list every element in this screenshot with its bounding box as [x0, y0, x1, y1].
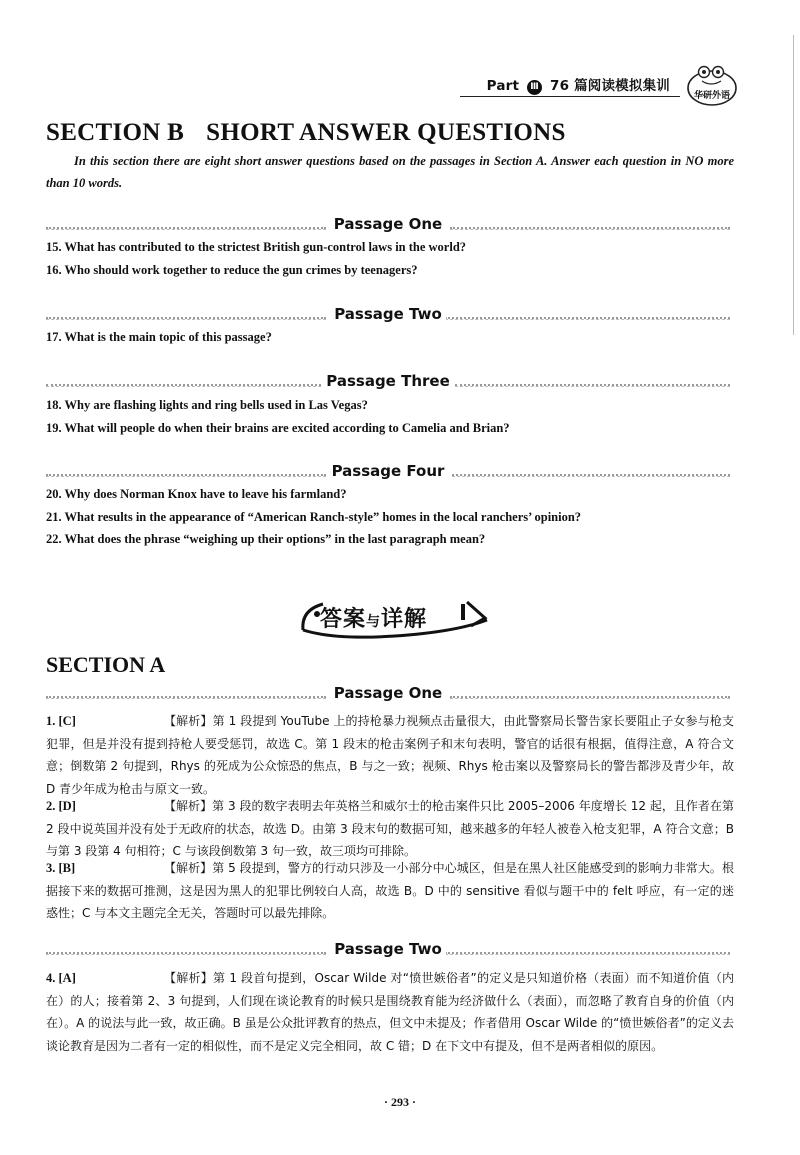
running-header [460, 68, 740, 108]
section-b-instructions: In this section there are eight short answer questions based on the passages in Section A. Answer each question in NO more than 10 words. [46, 154, 734, 190]
answers-banner-rest: 详解 [381, 607, 428, 632]
frog-logo-icon [684, 62, 740, 108]
passage-title: Passage Four [328, 462, 449, 480]
question-item: 20. Why does Norman Knox have to leave his farmland? [46, 487, 347, 501]
answer-item [46, 710, 734, 800]
question-item: 19. What will people do when their brains are excited according to Camelia and Brian? [46, 421, 510, 435]
passage-divider [46, 305, 730, 329]
answers-banner-small: 与 [366, 614, 382, 630]
answer-item [46, 857, 734, 925]
page-number: · 293 · [383, 1095, 416, 1109]
section-a-title: SECTION A [46, 652, 166, 677]
passage-divider [46, 372, 730, 396]
answer-label: 3. [B] [46, 861, 76, 875]
answer-explanation: 【解析】第 3 段的数字表明去年英格兰和威尔士的枪击案件只比 2005–2006 年度增长 12 起，且作者在第 2 段中说英国并没有处于无政府的状态，故选 D。由第 3 段末句的数据可知，越来越多的年轻人被卷入枪支犯罪，A 符合文意；B 与第 3 段第 4 句相符；C 与该段倒数第 3 句一致，故三项均可排除。 [46, 799, 734, 858]
part-number-badge: Ⅲ [527, 80, 542, 95]
running-header-text [487, 74, 670, 95]
answer-label: 2. [D] [46, 799, 76, 813]
answer-item [46, 967, 734, 1057]
answers-banner [295, 590, 495, 642]
answers-banner-main: 答案 [320, 607, 367, 632]
section-b-title-main: SECTION B [46, 119, 185, 146]
question-item: 22. What does the phrase “weighing up their options” in the last paragraph mean? [46, 532, 486, 546]
question-item: 15. What has contributed to the strictest British gun-control laws in the world? [46, 240, 467, 254]
publisher-logo [684, 62, 740, 108]
question-item: 16. Who should work together to reduce the gun crimes by teenagers? [46, 263, 418, 277]
svg-text:华研外语: 华研外语 [693, 91, 731, 101]
passage-divider [46, 215, 730, 239]
question-item: 17. What is the main topic of this passage? [46, 330, 272, 344]
series-title: 76 篇阅读模拟集训 [550, 78, 670, 94]
scan-edge-line [793, 35, 794, 335]
answer-label: 4. [A] [46, 971, 76, 985]
header-rule [460, 96, 680, 97]
answers-banner-text [320, 602, 427, 633]
answer-label: 1. [C] [46, 714, 76, 728]
answer-explanation: 【解析】第 1 段提到 YouTube 上的持枪暴力视频点击量很大，由此警察局长警告家长要阻止子女参与枪支犯罪，但是并没有提到持枪人要受惩罚，故选 C。第 1 段末的枪击案例子和末句表明，警官的话很有根据，值得注意，A 符合文意；倒数第 2 句提到，Rhys 的死成为公众惊恐的焦点，B 与之一致；视频、Rhys 枪击案以及警察局长的警告都涉及青少年，故 D 青少年成为枪击与原文一致。 [46, 714, 734, 796]
passage-title: Passage One [330, 215, 446, 233]
section-b-title-sub: SHORT ANSWER QUESTIONS [206, 119, 566, 146]
passage-title: Passage Three [322, 372, 453, 390]
passage-divider [46, 462, 730, 486]
answer-explanation: 【解析】第 5 段提到，警方的行动只涉及一小部分中心城区，但是在黑人社区能感受到的影响力非常大。根据接下来的数据可推测，这是因为黑人的犯罪比例较白人高，故选 B。D 中的 sensitive 看似与题干中的 felt 呼应，有一定的迷惑性；C 与本文主题完全无关，答题时可以最先排除。 [46, 861, 734, 920]
answer-explanation: 【解析】第 1 段首句提到，Oscar Wilde 对“愤世嫉俗者”的定义是只知道价格（表面）而不知道价值（内在）的人；接着第 2、3 句提到，人们现在谈论教育的时候只是围绕教育能为经济做什么（表面），而忽略了教育自身的价值（内在）。A 的说法与此一致，故正确。B 虽是公众批评教育的热点，但文中未提及；作者借用 Oscar Wilde 的“愤世嫉俗者”的定义去谈论教育是因为二者有一定的相似性，而不是定义完全相同，故 C 错；D 在下文中有提及，但不是两者相似的原因。 [46, 971, 734, 1053]
passage-divider [46, 940, 730, 964]
question-item: 18. Why are flashing lights and ring bells used in Las Vegas? [46, 398, 368, 412]
passage-title: Passage Two [330, 305, 446, 323]
answer-item [46, 795, 734, 863]
passage-divider [46, 684, 730, 708]
passage-title: Passage One [330, 684, 446, 702]
section-b-title [46, 119, 566, 147]
passage-title: Passage Two [330, 940, 446, 958]
question-item: 21. What results in the appearance of “American Ranch-style” homes in the local ranchers’ opinion? [46, 510, 582, 524]
part-label: Part [486, 78, 520, 94]
